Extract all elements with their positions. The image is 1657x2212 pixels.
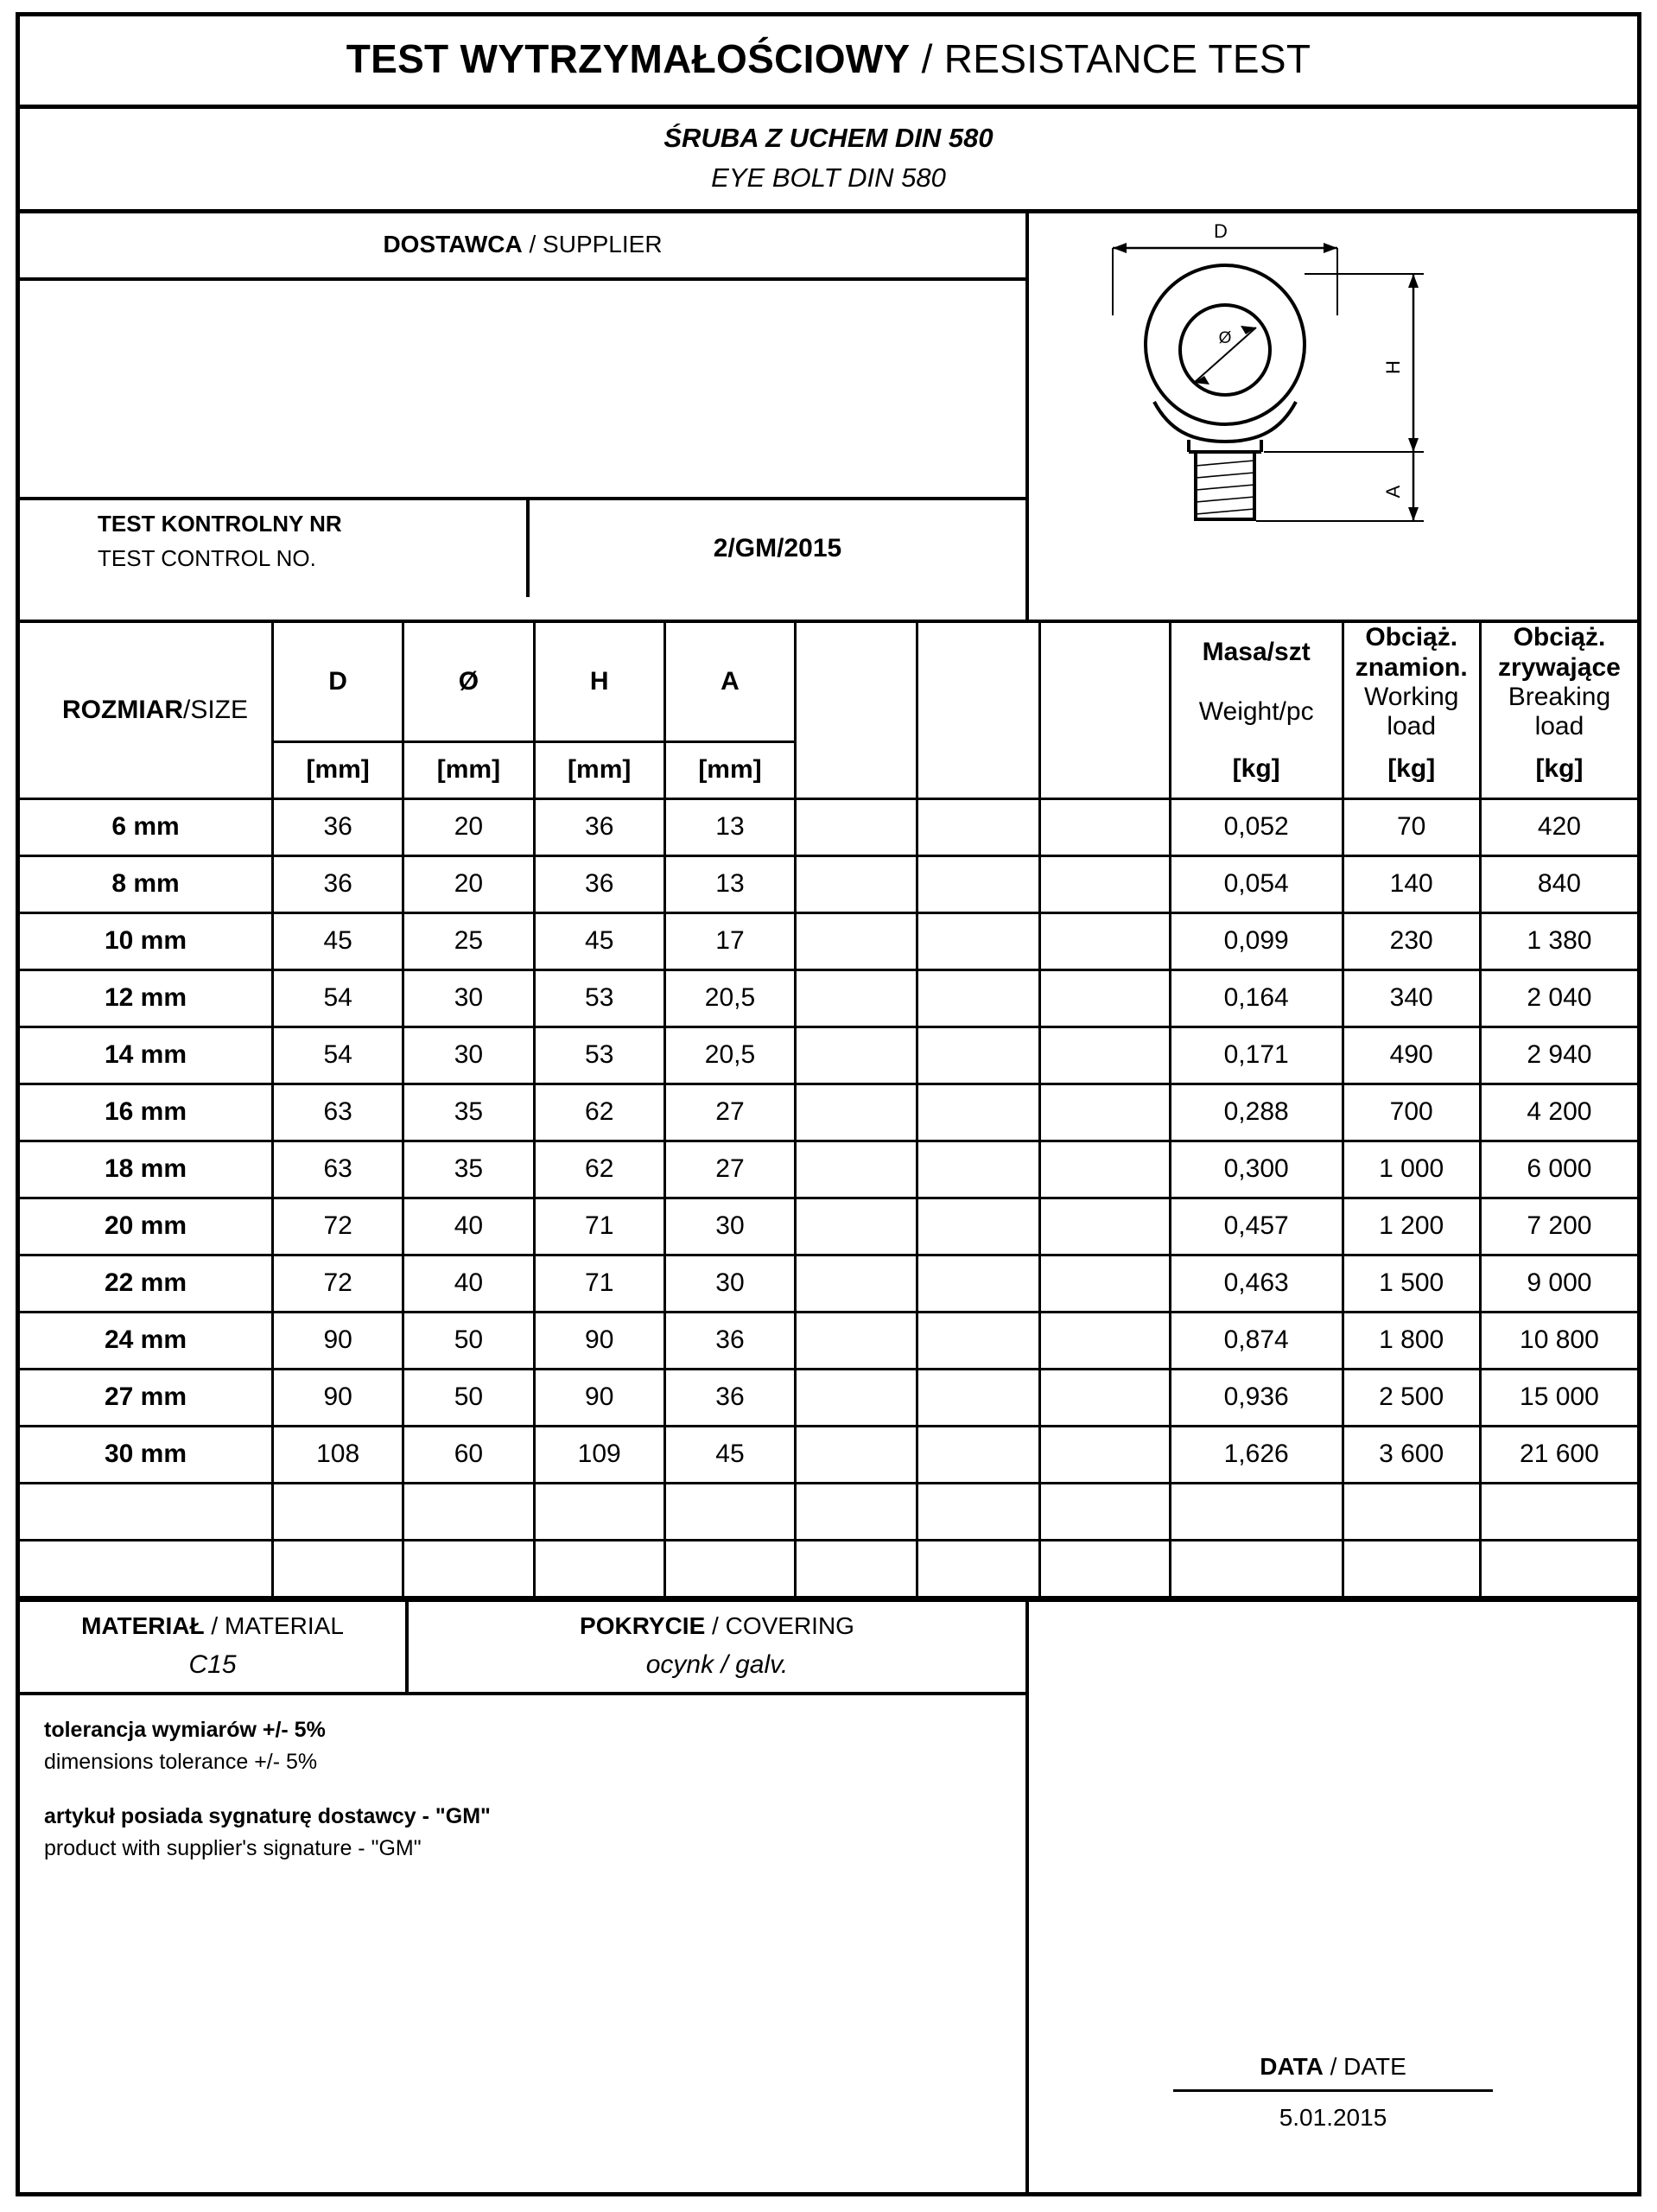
table-row [20,1141,1637,1198]
cell-mass: 1,626 [1170,1426,1343,1483]
cell-phi: 30 [403,969,534,1027]
table-row [20,1312,1637,1369]
cell-a: 17 [664,912,795,969]
cell-d: 63 [273,1141,403,1198]
cell-blank-1 [796,1369,917,1426]
cell-blank-1 [796,855,917,912]
cell-d: 54 [273,969,403,1027]
cell-blank-1 [796,1027,917,1084]
cell-size [20,1540,273,1597]
cell-phi: 60 [403,1426,534,1483]
th-unit-h: [mm] [534,741,664,798]
cell-a [664,1483,795,1540]
cell-blank-3 [1039,855,1170,912]
table-row [20,1426,1637,1483]
th-mass-pl: Masa/szt [1170,623,1343,683]
cell-blank-3 [1039,1312,1170,1369]
product-subtitle [20,109,1637,213]
svg-text:H: H [1382,360,1404,374]
cell-phi: 35 [403,1141,534,1198]
cell-breaking: 9 000 [1480,1255,1637,1312]
cell-blank-2 [917,1141,1039,1198]
cell-mass: 0,288 [1170,1084,1343,1141]
table-row [20,969,1637,1027]
supplier-label-pl: DOSTAWCA [383,231,523,257]
th-breaking-pl [1480,623,1637,683]
cell-phi: 25 [403,912,534,969]
cell-working: 2 500 [1343,1369,1480,1426]
th-h: H [534,623,664,741]
cell-working: 230 [1343,912,1480,969]
note-signature-en: product with supplier's signature - "GM" [44,1835,422,1860]
cell-h: 53 [534,969,664,1027]
th-blank-3 [1039,623,1170,798]
cell-blank-2 [917,855,1039,912]
cell-h: 36 [534,798,664,855]
cell-size [20,1483,273,1540]
cell-blank-2 [917,798,1039,855]
th-size [20,623,273,798]
th-breaking-en: Breaking load [1508,683,1611,741]
note-tolerance-en: dimensions tolerance +/- 5% [44,1749,318,1774]
material-label-sep: / [204,1611,225,1639]
th-unit-mass: [kg] [1170,741,1343,798]
cell-working: 140 [1343,855,1480,912]
table-row [20,912,1637,969]
cell-size: 14 mm [20,1027,273,1084]
cell-blank-3 [1039,1369,1170,1426]
material-label [20,1612,405,1640]
cell-h: 90 [534,1369,664,1426]
document-sheet [16,12,1641,2196]
cell-h: 36 [534,855,664,912]
cell-blank-1 [796,1141,917,1198]
cell-blank-3 [1039,1027,1170,1084]
cell-blank-2 [917,1198,1039,1255]
cell-blank-2 [917,1483,1039,1540]
cell-breaking [1480,1483,1637,1540]
cell-phi: 50 [403,1312,534,1369]
table-body [20,798,1637,1597]
test-control-label [20,500,530,597]
supplier-label-en: SUPPLIER [543,231,663,257]
cell-size: 16 mm [20,1084,273,1141]
cell-d: 108 [273,1426,403,1483]
cell-blank-1 [796,912,917,969]
cell-h [534,1540,664,1597]
material-label-en: MATERIAL [224,1611,344,1639]
material-block [20,1602,409,1692]
cell-a: 13 [664,855,795,912]
cell-breaking: 2 040 [1480,969,1637,1027]
th-size-pl: ROZMIAR [62,695,183,724]
covering-label-sep: / [705,1611,726,1639]
cell-breaking: 420 [1480,798,1637,855]
cell-blank-2 [917,912,1039,969]
svg-text:A: A [1382,485,1404,499]
th-working-pl-1: Obciąż. [1365,623,1458,652]
cell-blank-2 [917,1255,1039,1312]
date-label-en: DATE [1343,2053,1406,2080]
cell-size: 10 mm [20,912,273,969]
cell-blank-3 [1039,1084,1170,1141]
cell-working [1343,1483,1480,1540]
cell-working: 1 000 [1343,1141,1480,1198]
cell-h [534,1483,664,1540]
th-breaking-pl-1: Obciąż. [1513,623,1606,652]
cell-blank-3 [1039,1540,1170,1597]
footer-left [20,1602,1029,2193]
cell-working: 1 800 [1343,1312,1480,1369]
cell-breaking: 2 940 [1480,1027,1637,1084]
supplier-label-sep: / [522,231,543,257]
material-label-pl: MATERIAŁ [81,1611,205,1639]
th-d: D [273,623,403,741]
cell-phi: 20 [403,855,534,912]
supplier-drawing-section [20,213,1637,623]
cell-working: 3 600 [1343,1426,1480,1483]
cell-d: 36 [273,798,403,855]
cell-phi: 50 [403,1369,534,1426]
product-subtitle-en: EYE BOLT DIN 580 [711,162,946,193]
cell-phi [403,1540,534,1597]
cell-d: 36 [273,855,403,912]
cell-mass [1170,1540,1343,1597]
cell-mass: 0,463 [1170,1255,1343,1312]
cell-breaking: 15 000 [1480,1369,1637,1426]
cell-breaking: 21 600 [1480,1426,1637,1483]
th-blank-2 [917,623,1039,798]
covering-label-pl: POKRYCIE [580,1611,706,1639]
cell-size: 8 mm [20,855,273,912]
table-row [20,1483,1637,1540]
test-control-value: 2/GM/2015 [713,534,842,563]
cell-phi: 30 [403,1027,534,1084]
table-header [20,623,1637,798]
cell-h: 109 [534,1426,664,1483]
cell-size: 24 mm [20,1312,273,1369]
date-block [1029,2053,1637,2132]
cell-h: 90 [534,1312,664,1369]
th-working-pl-2: znamion. [1355,652,1468,682]
cell-a: 36 [664,1369,795,1426]
cell-breaking: 840 [1480,855,1637,912]
cell-blank-1 [796,798,917,855]
test-control-label-pl: TEST KONTROLNY NR [98,511,342,537]
cell-size: 6 mm [20,798,273,855]
svg-text:D: D [1214,220,1228,242]
cell-d: 63 [273,1084,403,1141]
test-control-row [20,500,1025,597]
note-tolerance-pl: tolerancja wymiarów +/- 5% [44,1717,326,1742]
date-value: 5.01.2015 [1279,2104,1387,2131]
cell-working: 1 500 [1343,1255,1480,1312]
product-subtitle-pl: ŚRUBA Z UCHEM DIN 580 [663,123,994,153]
cell-blank-1 [796,1426,917,1483]
th-breaking-pl-2: zrywające [1498,652,1621,682]
cell-blank-2 [917,1369,1039,1426]
cell-size: 27 mm [20,1369,273,1426]
cell-breaking: 4 200 [1480,1084,1637,1141]
eye-bolt-drawing [1087,213,1579,620]
table-header-row-1 [20,623,1637,683]
cell-a: 36 [664,1312,795,1369]
cell-working: 1 200 [1343,1198,1480,1255]
table-row [20,1027,1637,1084]
cell-d: 72 [273,1198,403,1255]
material-covering-row [20,1602,1025,1695]
cell-mass: 0,874 [1170,1312,1343,1369]
cell-blank-2 [917,1540,1039,1597]
cell-h: 62 [534,1084,664,1141]
cell-mass: 0,936 [1170,1369,1343,1426]
cell-d: 90 [273,1369,403,1426]
cell-blank-1 [796,1540,917,1597]
supplier-value-field[interactable] [20,281,1025,500]
footer-right [1029,1602,1637,2193]
cell-size: 18 mm [20,1141,273,1198]
table-row [20,798,1637,855]
th-blank-1 [796,623,917,798]
table-row [20,1198,1637,1255]
cell-blank-1 [796,1255,917,1312]
cell-a: 20,5 [664,969,795,1027]
th-size-en: /SIZE [182,695,248,724]
cell-d: 45 [273,912,403,969]
cell-phi [403,1483,534,1540]
cell-working: 700 [1343,1084,1480,1141]
material-value: C15 [188,1649,237,1679]
cell-breaking: 6 000 [1480,1141,1637,1198]
cell-mass [1170,1483,1343,1540]
table-row [20,1084,1637,1141]
cell-a: 30 [664,1255,795,1312]
covering-label-en: COVERING [725,1611,854,1639]
cell-phi: 40 [403,1255,534,1312]
cell-mass: 0,171 [1170,1027,1343,1084]
cell-breaking: 1 380 [1480,912,1637,969]
cell-size: 22 mm [20,1255,273,1312]
svg-text:Ø: Ø [1218,329,1232,347]
cell-blank-1 [796,1198,917,1255]
cell-d: 90 [273,1312,403,1369]
covering-label [409,1612,1025,1640]
cell-size: 30 mm [20,1426,273,1483]
cell-breaking: 7 200 [1480,1198,1637,1255]
cell-blank-1 [796,1312,917,1369]
cell-blank-2 [917,1312,1039,1369]
th-a: A [664,623,795,741]
cell-mass: 0,099 [1170,912,1343,969]
cell-a: 20,5 [664,1027,795,1084]
cell-d [273,1540,403,1597]
cell-a: 13 [664,798,795,855]
cell-blank-3 [1039,798,1170,855]
cell-mass: 0,052 [1170,798,1343,855]
cell-size: 20 mm [20,1198,273,1255]
cell-a: 27 [664,1141,795,1198]
th-working-pl [1343,623,1480,683]
cell-a: 30 [664,1198,795,1255]
cell-h: 71 [534,1255,664,1312]
cell-blank-2 [917,1027,1039,1084]
cell-h: 45 [534,912,664,969]
table-row [20,1540,1637,1597]
date-label-sep: / [1323,2053,1344,2080]
cell-blank-1 [796,1084,917,1141]
cell-blank-3 [1039,912,1170,969]
th-unit-working: [kg] [1343,741,1480,798]
cell-size: 12 mm [20,969,273,1027]
table-row [20,855,1637,912]
cell-d: 72 [273,1255,403,1312]
technical-drawing-panel [1029,213,1637,620]
cell-blank-3 [1039,1255,1170,1312]
cell-working [1343,1540,1480,1597]
test-control-label-en: TEST CONTROL NO. [98,545,316,571]
covering-block [409,1602,1025,1692]
cell-blank-3 [1039,1141,1170,1198]
cell-mass: 0,457 [1170,1198,1343,1255]
th-unit-phi: [mm] [403,741,534,798]
cell-phi: 20 [403,798,534,855]
covering-value: ocynk / galv. [645,1649,789,1679]
cell-blank-2 [917,1426,1039,1483]
cell-a: 27 [664,1084,795,1141]
supplier-block [20,213,1029,620]
cell-blank-3 [1039,1198,1170,1255]
cell-blank-1 [796,969,917,1027]
cell-mass: 0,054 [1170,855,1343,912]
th-unit-d: [mm] [273,741,403,798]
th-phi: Ø [403,623,534,741]
cell-phi: 35 [403,1084,534,1141]
date-label [1173,2053,1493,2092]
notes-block [20,1695,1025,1861]
footer-section [20,1599,1637,2193]
note-signature-pl: artykuł posiada sygnaturę dostawcy - "GM" [44,1803,491,1828]
specification-table [20,623,1637,1599]
th-working-en: Working load [1343,683,1480,741]
cell-blank-1 [796,1483,917,1540]
cell-working: 490 [1343,1027,1480,1084]
cell-breaking: 10 800 [1480,1312,1637,1369]
cell-blank-2 [917,1084,1039,1141]
page-title-en: / RESISTANCE TEST [910,36,1311,81]
page-title [20,16,1637,109]
cell-h: 53 [534,1027,664,1084]
cell-h: 62 [534,1141,664,1198]
cell-blank-3 [1039,1426,1170,1483]
cell-mass: 0,164 [1170,969,1343,1027]
cell-d [273,1483,403,1540]
th-mass-en: Weight/pc [1170,683,1343,741]
page-title-pl: TEST WYTRZYMAŁOŚCIOWY [346,36,911,81]
th-unit-breaking: [kg] [1480,741,1637,798]
supplier-label-row [20,213,1025,281]
cell-mass: 0,300 [1170,1141,1343,1198]
cell-working: 340 [1343,969,1480,1027]
cell-a [664,1540,795,1597]
cell-blank-3 [1039,969,1170,1027]
cell-d: 54 [273,1027,403,1084]
th-unit-a: [mm] [664,741,795,798]
date-label-pl: DATA [1260,2053,1324,2080]
cell-blank-3 [1039,1483,1170,1540]
cell-a: 45 [664,1426,795,1483]
cell-h: 71 [534,1198,664,1255]
table-row [20,1255,1637,1312]
cell-working: 70 [1343,798,1480,855]
cell-breaking [1480,1540,1637,1597]
cell-blank-2 [917,969,1039,1027]
cell-phi: 40 [403,1198,534,1255]
table-row [20,1369,1637,1426]
